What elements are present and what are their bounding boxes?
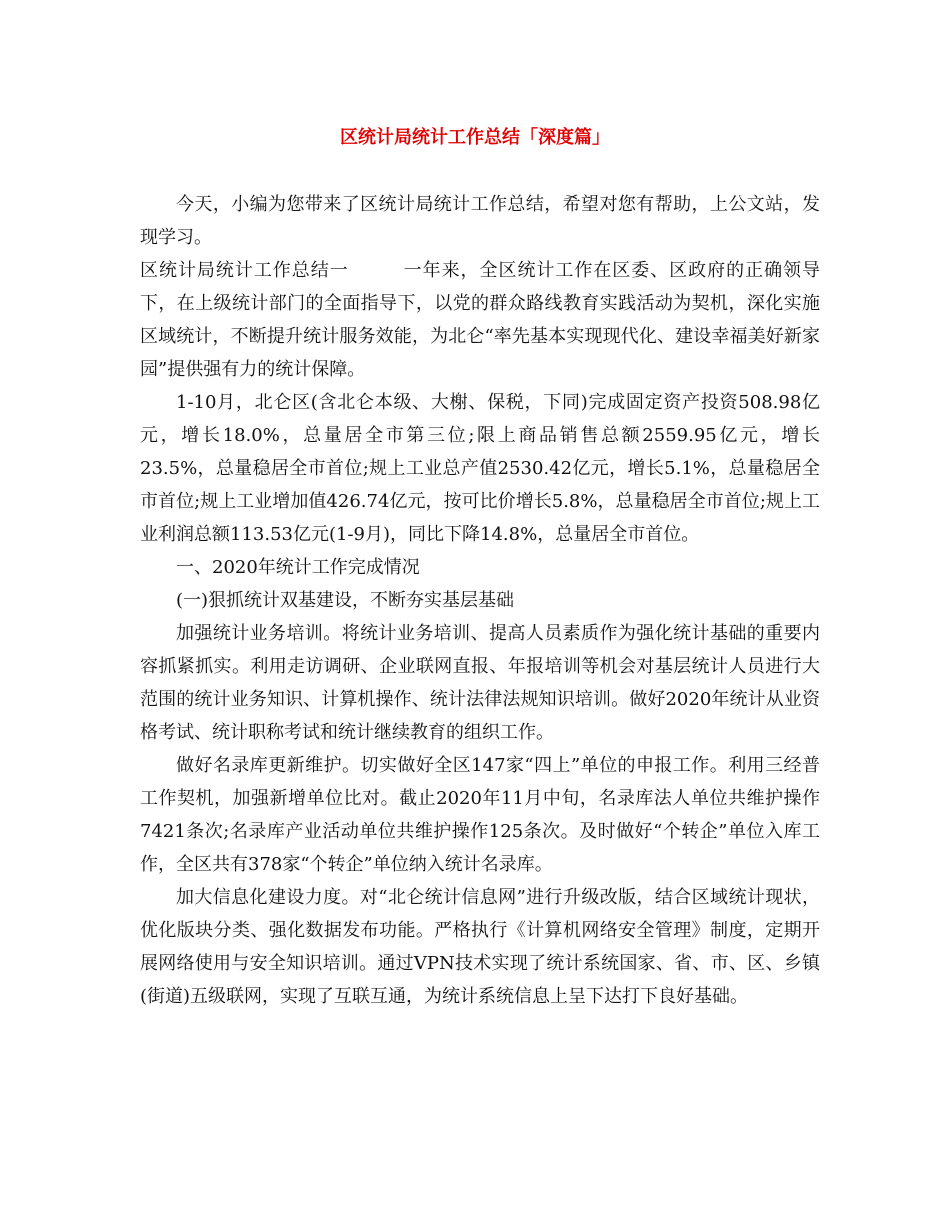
section-heading-1: 一、2020年统计工作完成情况 bbox=[176, 557, 420, 578]
registry-paragraph: 做好名录库更新维护。切实做好全区147家“四上”单位的申报工作。利用三经普工作契机，加强新增单位比对。截止2020年11月中旬，名录库法人单位共维护操作7421条次;名录库产业活动单位共维护操作125条次。及时做好“个转企”单位入库工作，全区共有378家“个转企”单位纳入统计名录库。 bbox=[140, 755, 820, 875]
subsection-heading-1-1: (一)狠抓统计双基建设，不断夯实基层基础 bbox=[176, 590, 515, 611]
intro-paragraph: 今天，小编为您带来了区统计局统计工作总结，希望对您有帮助，上公文站，发现学习。 bbox=[140, 194, 820, 248]
document-body bbox=[140, 188, 820, 1013]
training-paragraph: 加强统计业务培训。将统计业务培训、提高人员素质作为强化统计基础的重要内容抓紧抓实。利用走访调研、企业联网直报、年报培训等机会对基层统计人员进行大范围的统计业务知识、计算机操作、统计法律法规知识培训。做好2020年统计从业资格考试、统计职称考试和统计继续教育的组织工作。 bbox=[140, 623, 820, 743]
figures-paragraph: 1-10月，北仑区(含北仑本级、大榭、保税，下同)完成固定资产投资508.98亿元，增长18.0%，总量居全市第三位;限上商品销售总额2559.95亿元，增长23.5%，总量稳居全市首位;规上工业总产值2530.42亿元，增长5.1%，总量稳居全市首位;规上工业增加值426.74亿元，按可比价增长5.8%，总量稳居全市首位;规上工业利润总额113.53亿元(1-9月)，同比下降14.8%，总量居全市首位。 bbox=[140, 392, 820, 545]
section-one-text: 一年来，全区统计工作在区委、区政府的正确领导下，在上级统计部门的全面指导下，以党的群众路线教育实践活动为契机，深化实施区域统计，不断提升统计服务效能，为北仑“率先基本实现现代化、建设幸福美好新家园”提供强有力的统计保障。 bbox=[140, 260, 821, 380]
it-paragraph: 加大信息化建设力度。对“北仑统计信息网”进行升级改版，结合区域统计现状，优化版块分类、强化数据发布功能。严格执行《计算机网络安全管理》制度，定期开展网络使用与安全知识培训。通过VPN技术实现了统计系统国家、省、市、区、乡镇(街道)五级联网，实现了互联互通，为统计系统信息上呈下达打下良好基础。 bbox=[140, 887, 820, 1007]
section-one-heading: 区统计局统计工作总结一 bbox=[140, 260, 349, 281]
document-title: 区统计局统计工作总结「深度篇」 bbox=[340, 127, 610, 148]
section-one-paragraph bbox=[140, 254, 820, 386]
